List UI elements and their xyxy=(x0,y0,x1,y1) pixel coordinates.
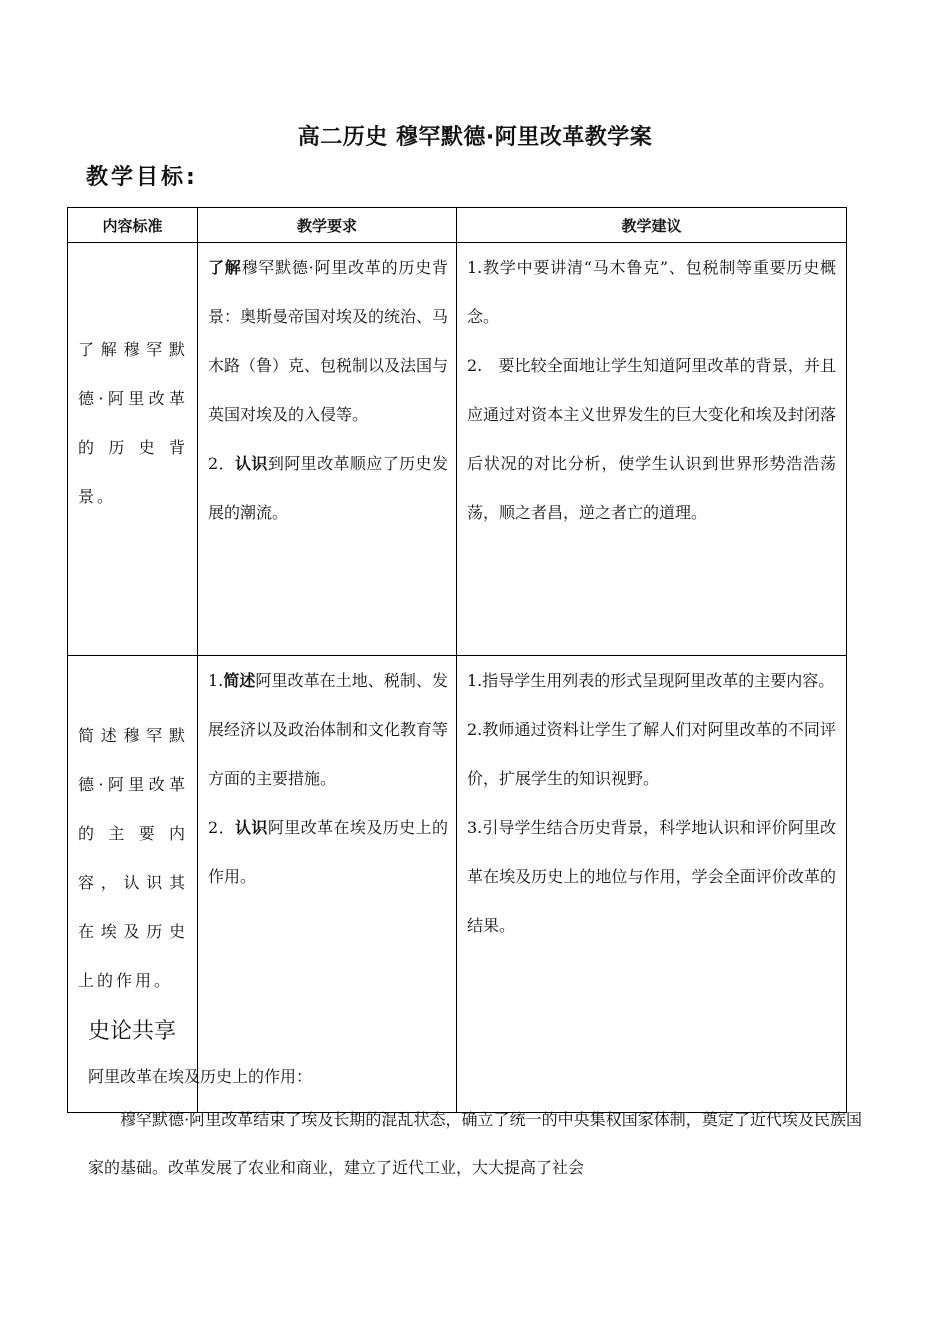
suggestion-item: 1.指导学生用列表的形式呈现阿里改革的主要内容。 xyxy=(467,671,835,690)
requirement-number: 2． xyxy=(208,818,236,837)
teaching-requirements-cell xyxy=(198,656,457,1113)
requirement-item xyxy=(208,656,448,803)
requirement-number: 2． xyxy=(208,454,236,473)
requirement-item xyxy=(208,803,448,901)
section-subtitle: 阿里改革在埃及历史上的作用： xyxy=(88,1067,313,1086)
requirement-keyword: 认识 xyxy=(235,454,268,473)
requirement-number: 1. xyxy=(208,671,224,690)
teaching-suggestions-cell xyxy=(457,243,847,656)
suggestion-item: 2. 要比较全面地让学生知道阿里改革的背景，并且应通过对资本主义世界发生的巨大变化和埃及封闭落后状况的对比分析，使学生认识到世界形势浩浩荡荡，顺之者昌，逆之者亡的道理。 xyxy=(467,356,836,522)
requirement-item xyxy=(208,243,448,439)
table-row xyxy=(68,243,847,656)
page-title: 高二历史 穆罕默德·阿里改革教学案 xyxy=(297,125,653,150)
requirement-keyword: 了解 xyxy=(208,258,242,277)
table-header-row xyxy=(68,208,847,243)
teaching-goals-table xyxy=(67,207,847,1113)
suggestion-item: 3.引导学生结合历史背景，科学地认识和评价阿里改革在埃及历史上的地位与作用，学会全面评价改革的结果。 xyxy=(467,818,836,935)
content-standard-text: 简述穆罕默德·阿里改革的主要内容，认识其在埃及历史上的作用。 xyxy=(78,726,188,990)
requirement-keyword: 简述 xyxy=(223,671,256,690)
suggestion-item: 2.教师通过资料让学生了解人们对阿里改革的不同评价，扩展学生的知识视野。 xyxy=(467,720,836,788)
header-content-standard: 内容标准 xyxy=(68,208,198,243)
suggestion-item: 1.教学中要讲清“马木鲁克”、包税制等重要历史概念。 xyxy=(467,258,836,326)
content-standard-text: 了解穆罕默德·阿里改革的历史背景。 xyxy=(78,340,188,506)
section-body-paragraph: 穆罕默德·阿里改革结束了埃及长期的混乱状态，确立了统一的中央集权国家体制，奠定了近代埃及民族国家的基础。改革发展了农业和商业，建立了近代工业，大大提高了社会 xyxy=(88,1110,862,1177)
content-standard-cell xyxy=(68,243,198,656)
requirement-text: 阿里改革在埃及历史上的作用。 xyxy=(208,818,448,886)
requirement-item xyxy=(208,439,448,537)
requirement-text: 阿里改革在土地、税制、发展经济以及政治体制和文化教育等方面的主要措施。 xyxy=(208,671,449,788)
header-teaching-requirements: 教学要求 xyxy=(198,208,457,243)
requirement-keyword: 认识 xyxy=(235,818,268,837)
table-row xyxy=(68,656,847,1113)
teaching-suggestions-cell xyxy=(457,656,847,1113)
requirement-text: 到阿里改革顺应了历史发展的潮流。 xyxy=(208,454,448,522)
section-heading: 史论共享 xyxy=(88,1019,177,1044)
teaching-requirements-cell xyxy=(198,243,457,656)
header-teaching-suggestions: 教学建议 xyxy=(457,208,847,243)
requirement-text: 穆罕默德·阿里改革的历史背景：奥斯曼帝国对埃及的统治、马木路（鲁）克、包税制以及法国与英国对埃及的入侵等。 xyxy=(208,258,449,424)
teaching-goal-heading: 教学目标: xyxy=(86,165,198,190)
